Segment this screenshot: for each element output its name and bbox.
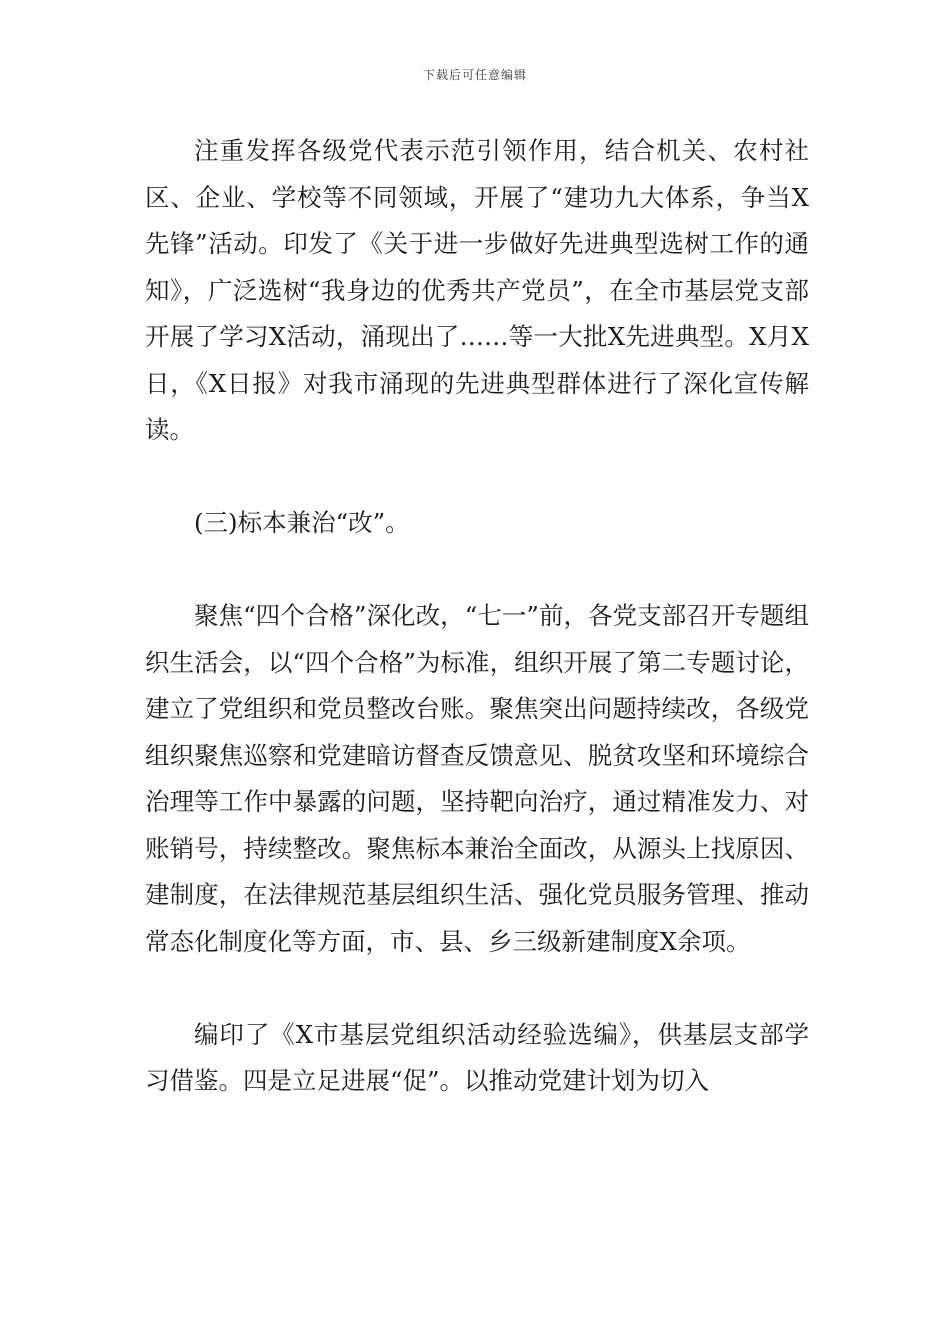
paragraph-spacer bbox=[145, 454, 809, 501]
paragraph-2: 聚焦“四个合格”深化改，“七一”前，各党支部召开专题组织生活会，以“四个合格”为标准，组织开展了第二专题讨论，建立了党组织和党员整改台账。聚焦突出问题持续改，各级党组织聚焦巡察和党建暗访督查反馈意见、脱贫攻坚和环境综合治理等工作中暴露的问题，坚持靶向治疗，通过精准发力、对账销号，持续整改。聚焦标本兼治全面改，从源头上找原因、建制度，在法律规范基层组织生活、强化党员服务管理、推动常态化制度化等方面，市、县、乡三级新建制度X余项。 bbox=[145, 601, 809, 956]
paragraph-1: 注重发挥各级党代表示范引领作用，结合机关、农村社区、企业、学校等不同领域，开展了“建功九大体系，争当X先锋”活动。印发了《关于进一步做好先进典型选树工作的通知》，广泛选树“我身边的优秀共产党员”，在全市基层党支部开展了学习X活动，涌现出了……等一大批X先进典型。X月X日，《X日报》对我市涌现的先进典型群体进行了深化宣传解读。 bbox=[145, 136, 809, 444]
paragraph-spacer bbox=[145, 547, 809, 594]
document-body bbox=[145, 128, 809, 1105]
paragraph-3: 编印了《X市基层党组织活动经验选编》，供基层支部学习借鉴。四是立足进展“促”。以推动党建计划为切入 bbox=[145, 1019, 809, 1095]
paragraph-spacer bbox=[145, 965, 809, 1012]
page-header: 下载后可任意编辑 bbox=[422, 68, 527, 82]
section-heading: (三)标本兼治“改”。 bbox=[194, 508, 410, 537]
